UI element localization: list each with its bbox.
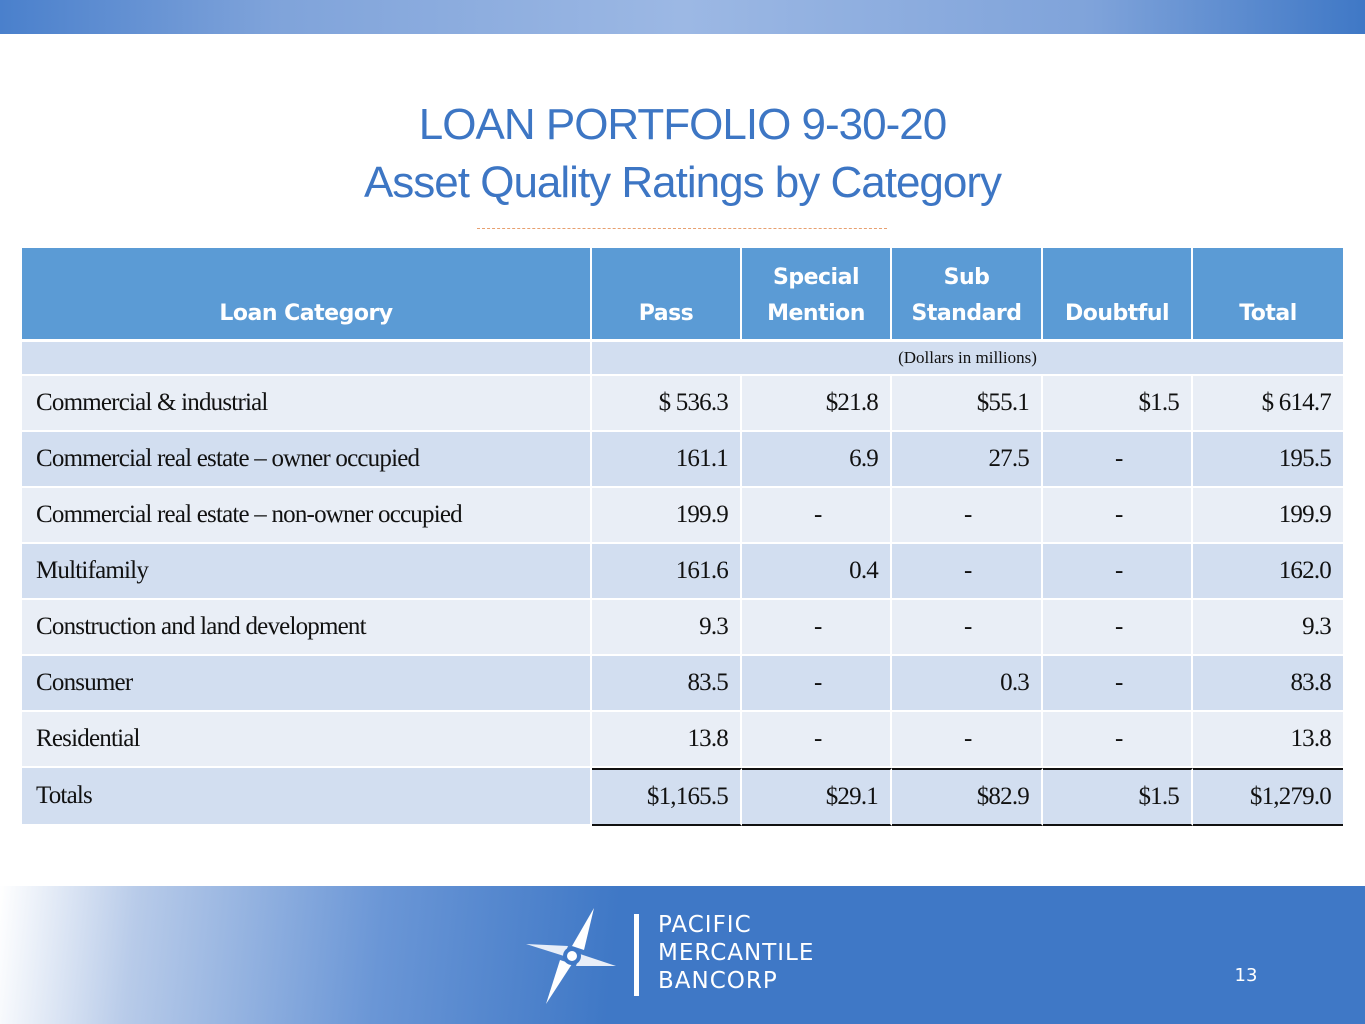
row-pass: 199.9 [592,488,742,544]
row-pass: 161.6 [592,544,742,600]
row-special-mention: 0.4 [742,544,892,600]
totals-row [22,768,1343,826]
row-pass: 13.8 [592,712,742,768]
logo-divider [634,914,639,996]
row-special-mention: 6.9 [742,432,892,488]
pinwheel-logo-icon [524,906,620,1006]
totals-pass: $1,165.5 [592,768,742,826]
header-special-mention [742,248,892,342]
row-category: Commercial & industrial [22,376,592,432]
totals-special-mention: $29.1 [742,768,892,826]
header-special-line1: Special [773,265,859,290]
page-number: 13 [1234,965,1258,986]
row-category: Consumer [22,656,592,712]
title-divider [477,228,887,229]
title-line-1: LOAN PORTFOLIO 9-30-20 [418,100,947,149]
row-special-mention: - [742,600,892,656]
header-sub-line2: Standard [911,301,1022,326]
row-pass: $ 536.3 [592,376,742,432]
company-logo-text [658,911,814,995]
table-row [22,712,1343,768]
row-total: 13.8 [1193,712,1343,768]
totals-sub-standard: $82.9 [892,768,1043,826]
row-total: $ 614.7 [1193,376,1343,432]
row-total: 199.9 [1193,488,1343,544]
row-sub-standard: 0.3 [892,656,1043,712]
row-category: Construction and land development [22,600,592,656]
table-row [22,376,1343,432]
table-row [22,488,1343,544]
table-row [22,600,1343,656]
row-special-mention: $21.8 [742,376,892,432]
row-pass: 83.5 [592,656,742,712]
row-total: 195.5 [1193,432,1343,488]
slide-title [0,96,1365,212]
row-doubtful: $1.5 [1043,376,1193,432]
header-loan-category: Loan Category [22,248,592,342]
row-doubtful: - [1043,544,1193,600]
row-sub-standard: $55.1 [892,376,1043,432]
row-doubtful: - [1043,656,1193,712]
loan-portfolio-table [22,248,1343,826]
header-sub-line1: Sub [943,265,990,290]
row-special-mention: - [742,712,892,768]
logo-line-2: MERCANTILE [658,940,815,966]
units-note: (Dollars in millions) [592,342,1343,376]
row-doubtful: - [1043,488,1193,544]
row-special-mention: - [742,656,892,712]
logo-line-3: BANCORP [658,968,778,994]
logo-line-1: PACIFIC [658,912,752,938]
totals-doubtful: $1.5 [1043,768,1193,826]
header-row [22,248,1343,342]
row-total: 83.8 [1193,656,1343,712]
row-pass: 161.1 [592,432,742,488]
row-category: Residential [22,712,592,768]
table-row [22,656,1343,712]
totals-total: $1,279.0 [1193,768,1343,826]
row-doubtful: - [1043,600,1193,656]
row-doubtful: - [1043,432,1193,488]
row-sub-standard: 27.5 [892,432,1043,488]
units-row [22,342,1343,376]
row-special-mention: - [742,488,892,544]
header-pass: Pass [592,248,742,342]
table-row [22,544,1343,600]
table-row [22,432,1343,488]
row-category: Commercial real estate – owner occupied [22,432,592,488]
title-line-2: Asset Quality Ratings by Category [363,158,1002,207]
units-spacer [22,342,592,376]
totals-label: Totals [22,768,592,826]
row-sub-standard: - [892,600,1043,656]
row-pass: 9.3 [592,600,742,656]
row-sub-standard: - [892,488,1043,544]
row-category: Multifamily [22,544,592,600]
header-sub-standard [892,248,1043,342]
row-category: Commercial real estate – non-owner occupied [22,488,592,544]
row-total: 162.0 [1193,544,1343,600]
row-sub-standard: - [892,712,1043,768]
row-sub-standard: - [892,544,1043,600]
row-total: 9.3 [1193,600,1343,656]
top-banner [0,0,1365,34]
header-total: Total [1193,248,1343,342]
header-doubtful: Doubtful [1043,248,1193,342]
row-doubtful: - [1043,712,1193,768]
header-special-line2: Mention [767,301,865,326]
